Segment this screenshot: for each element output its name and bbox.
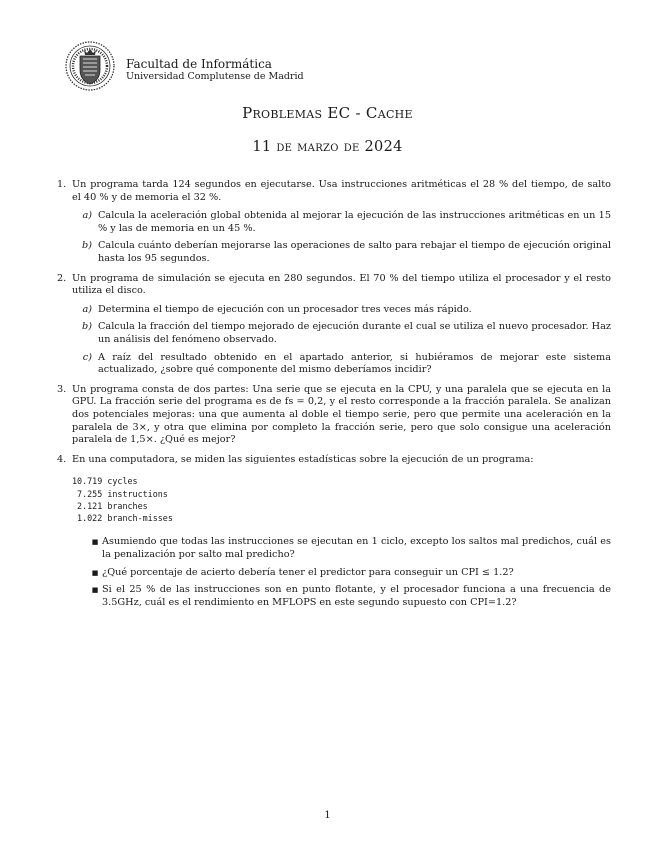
bullet-item (88, 567, 611, 580)
university-seal-logo (64, 38, 116, 94)
subquestion (72, 240, 611, 265)
subquestion-text: A raíz del resultado obtenido en el apartado anterior, si hubiéramos de mejorar este sistema actualizado, ¿sobre qué componente del mismo deberíamos incidir? (98, 351, 611, 376)
institution-header (126, 57, 304, 83)
problem-statement: En una computadora, se miden las siguientes estadísticas sobre la ejecución de un programa: (72, 453, 534, 465)
subquestion (72, 321, 611, 346)
subquestion (72, 352, 611, 377)
stat-value: 2.121 (77, 500, 103, 511)
subquestion-letter: b) (82, 240, 92, 252)
stat-label: cycles (107, 476, 138, 487)
problem-number: 3. (57, 383, 67, 395)
bullet-icon: ■ (91, 568, 99, 577)
problem-4 (57, 454, 611, 615)
problem-statement: Un programa consta de dos partes: Una serie que se ejecuta en la CPU, y una paralela que se ejecuta en la GPU. La fracción serie del programa es de fs = 0,2, y el resto corresponde a la fracción paralela. Se analizan dos potenciales mejoras: una que aumenta al doble el tiempo serie, pero que permite una aceleración en la paralela de 3×, y otra que elimina por completo la fracción serie, pero que solo consigue una aceleración paralela de 1,5×. ¿Qué es mejor? (72, 383, 611, 446)
subquestion-letter: c) (82, 351, 92, 363)
bullet-item (88, 584, 611, 609)
problem-number: 4. (57, 453, 67, 465)
stat-line (72, 512, 611, 524)
subquestion (72, 304, 611, 317)
problem-2 (57, 273, 611, 377)
subquestion-text: Calcula la fracción del tiempo mejorado de ejecución durante el cual se utiliza el nuevo procesador. Haz un análisis del fenómeno observado. (98, 321, 611, 345)
bullet-icon: ■ (91, 538, 99, 547)
stat-value: 1.022 (77, 513, 103, 524)
stat-line (72, 488, 611, 500)
subquestion-letter: b) (82, 321, 92, 333)
problem-3 (57, 384, 611, 447)
problem-list (57, 179, 611, 621)
subquestion-text: Calcula cuánto deberían mejorarse las operaciones de salto para rebajar el tiempo de ejecución original hasta los 95 segundos. (98, 240, 611, 264)
stat-label: branch-misses (107, 513, 173, 524)
execution-stats (72, 475, 611, 524)
subquestion-text: Determina el tiempo de ejecución con un procesador tres veces más rápido. (98, 303, 472, 315)
bullet-text: Asumiendo que todas las instrucciones se ejecutan en 1 ciclo, excepto los saltos mal predichos, cuál es la penalización por salto mal predicho? (102, 536, 611, 561)
problem-statement: Un programa de simulación se ejecuta en 280 segundos. El 70 % del tiempo utiliza el procesador y el resto utiliza el disco. (72, 272, 611, 297)
problem-statement: Un programa tarda 124 segundos en ejecutarse. Usa instrucciones aritméticas el 28 % del tiempo, de salto el 40 % y de memoria el 32 %. (72, 179, 611, 203)
page-number: 1 (324, 810, 331, 821)
stat-label: instructions (107, 488, 168, 499)
problem-1 (57, 179, 611, 266)
problem-number: 1. (57, 179, 67, 190)
stat-line (72, 475, 611, 487)
stat-line (72, 500, 611, 512)
bullet-list (88, 536, 611, 609)
document-date: 11 de marzo de 2024 (252, 139, 403, 155)
document-title: Problemas EC - Cache (242, 104, 413, 122)
bullet-text: ¿Qué porcentaje de acierto debería tener el predictor para conseguir un CPI ≤ 1.2? (102, 566, 514, 578)
faculty-name: Facultad de Informática (126, 57, 272, 71)
subquestion-letter: a) (82, 210, 92, 222)
stat-value: 7.255 (77, 488, 103, 499)
subquestion-letter: a) (82, 303, 92, 315)
university-name: Universidad Complutense de Madrid (126, 71, 304, 83)
bullet-item (88, 536, 611, 561)
bullet-icon: ■ (91, 586, 99, 595)
problem-number: 2. (57, 272, 67, 284)
bullet-text: Si el 25 % de las instrucciones son en punto flotante, y el procesador funciona a una frecuencia de 3.5GHz, cuál es el rendimiento en MFLOPS en este segundo supuesto con CPI=1.2? (102, 584, 611, 608)
subquestion-text: Calcula la aceleración global obtenida al mejorar la ejecución de las instrucciones aritméticas en un 15 % y las de memoria en un 45 %. (98, 210, 611, 234)
stat-label: branches (107, 500, 148, 511)
subquestion (72, 210, 611, 235)
stat-value: 10.719 (72, 476, 103, 487)
